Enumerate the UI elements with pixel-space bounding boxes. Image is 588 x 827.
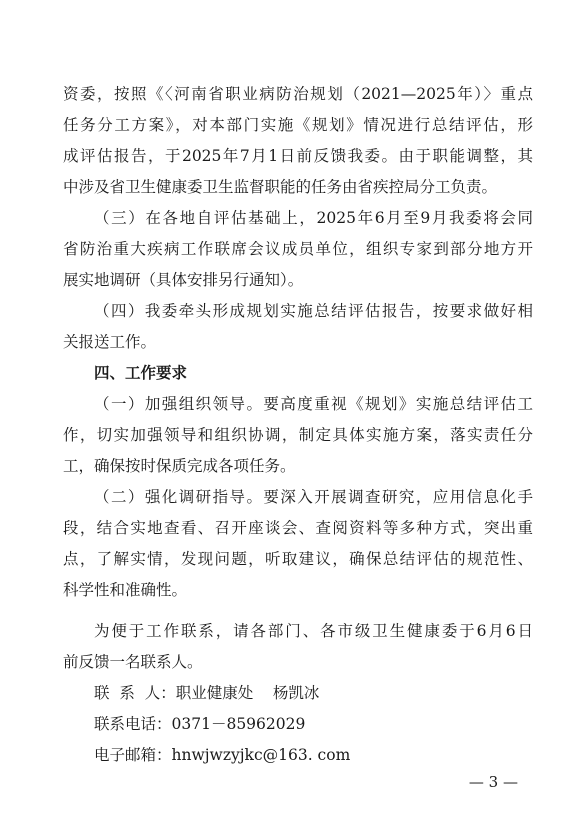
paragraph-line: 点，了解实情，发现问题，听取建议，确保总结评估的规范性、 <box>63 550 533 568</box>
paragraph-line: （二）强化调研指导。要深入开展调查研究，应用信息化手 <box>94 488 533 506</box>
contact-email-label: 电子邮箱： <box>94 746 172 764</box>
contact-email-value: hnwjwzyjkc@163. com <box>171 746 351 764</box>
contact-person <box>94 683 319 703</box>
page-number: — 3 — <box>468 773 518 791</box>
paragraph-line: （一）加强组织领导。要高度重视《规划》实施总结评估工 <box>94 395 533 413</box>
paragraph-line: 中涉及省卫生健康委卫生监督职能的任务由省疾控局分工负责。 <box>63 178 498 196</box>
paragraph-line: （三）在各地自评估基础上，2025年6月至9月我委将会同 <box>94 209 533 227</box>
contact-email <box>94 745 350 765</box>
paragraph-line: 前反馈一名联系人。 <box>63 653 203 671</box>
contact-person-label: 联 系 人： <box>94 684 176 702</box>
paragraph-line: 任务分工方案》，对本部门实施《规划》情况进行总结评估，形 <box>63 116 533 134</box>
contact-phone-label: 联系电话： <box>94 715 172 733</box>
contact-phone-value: 0371－85962029 <box>171 715 306 733</box>
contact-person-value: 职业健康处 杨凯冰 <box>175 684 320 702</box>
paragraph-line: 段，结合实地查看、召开座谈会、查阅资料等多种方式，突出重 <box>63 519 533 537</box>
paragraph-line: 科学性和准确性。 <box>63 581 188 599</box>
section-heading: 四、工作要求 <box>94 364 188 382</box>
paragraph-line: 工，确保按时保质完成各项任务。 <box>63 457 296 475</box>
paragraph-line: 作，切实加强领导和组织协调，制定具体实施方案，落实责任分 <box>63 426 533 444</box>
paragraph-line: 为便于工作联系，请各部门、各市级卫生健康委于6月6日 <box>94 622 533 640</box>
paragraph-line: 展实地调研（具体安排另行通知）。 <box>63 271 304 289</box>
paragraph-line: 资委，按照《〈河南省职业病防治规划（2021—2025年）〉重点 <box>63 85 533 103</box>
paragraph-line: 关报送工作。 <box>63 333 157 351</box>
paragraph-line: 省防治重大疾病工作联席会议成员单位，组织专家到部分地方开 <box>63 240 533 258</box>
contact-phone <box>94 714 305 734</box>
paragraph-line: 成评估报告，于2025年7月1日前反馈我委。由于职能调整，其 <box>63 147 533 165</box>
paragraph-line: （四）我委牵头形成规划实施总结评估报告，按要求做好相 <box>94 302 533 320</box>
